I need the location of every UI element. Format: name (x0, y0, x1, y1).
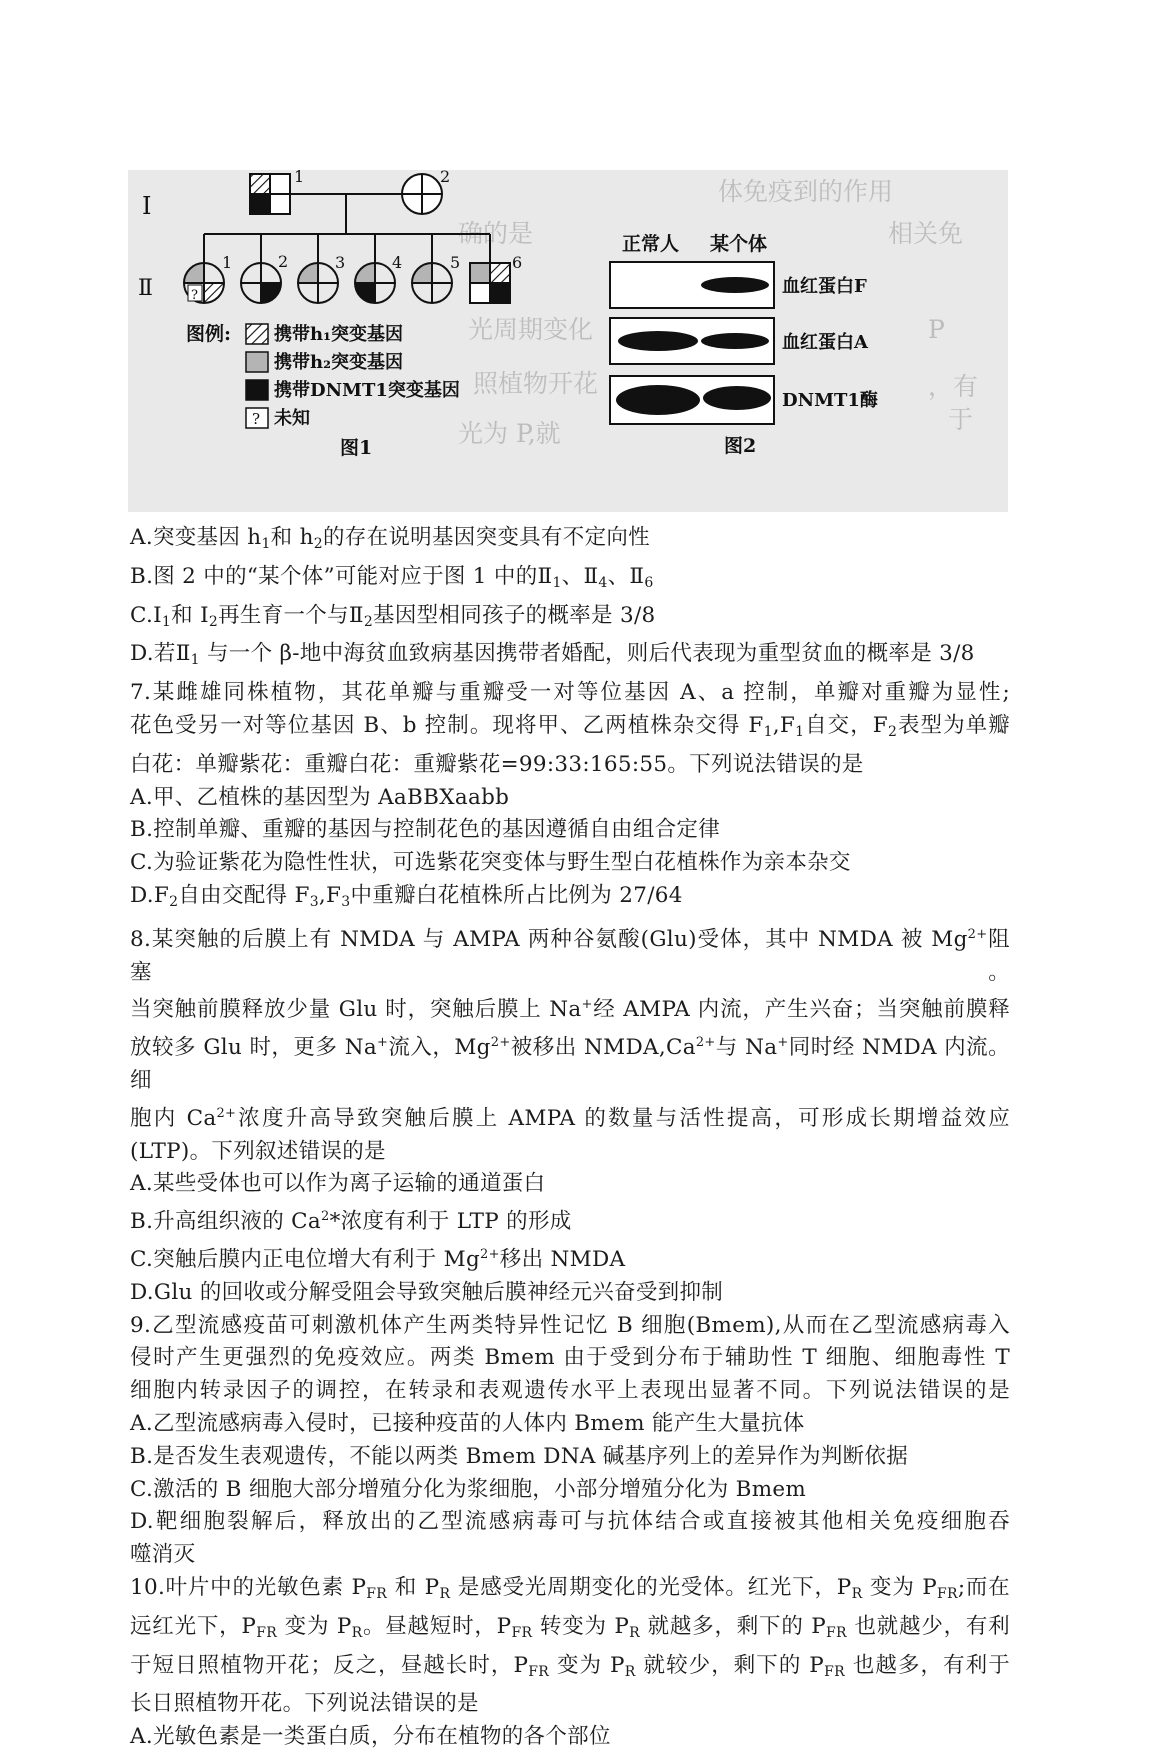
pedigree-number-ii3: 3 (335, 253, 346, 272)
q10-stem-line4: 长日照植物开花。下列说法错误的是 (130, 1691, 479, 1717)
svg-text:相关免: 相关免 (888, 219, 964, 248)
svg-text:确的是: 确的是 (458, 219, 534, 248)
figure-svg (128, 170, 1008, 512)
legend-swatch-h2 (246, 352, 268, 372)
svg-text:光为 P,就: 光为 P,就 (458, 419, 561, 448)
svg-text:光周期变化: 光周期变化 (468, 315, 594, 344)
generation-label-ii: Ⅱ (138, 276, 153, 301)
pedigree-ii3-female (298, 263, 338, 303)
question-text-body (130, 522, 1010, 1754)
pedigree-ii1-female (184, 263, 224, 303)
legend-label-unknown: 未知 (274, 408, 310, 429)
pedigree-i1-male (250, 174, 290, 214)
pedigree-ii2-female (241, 263, 281, 303)
pedigree-lines (204, 194, 490, 263)
legend-swatch-dnmt1 (246, 380, 268, 400)
q9-stem-line1: 9.乙型流感疫苗可刺激机体产生两类特异性记忆 B 细胞(Bmem),从而在乙型流感病毒入 (130, 1312, 1010, 1338)
q9-stem-line2: 侵时产生更强烈的免疫效应。两类 Bmem 由于受到分布于辅助性 T 细胞、细胞毒性 T (130, 1345, 1010, 1371)
svg-text:照植物开花: 照植物开花 (473, 369, 599, 398)
pedigree-number-ii2: 2 (278, 252, 289, 271)
legend-unknown-symbol: ? (252, 410, 261, 428)
q8-option-d: D.Glu 的回收或分解受阻会导致突触后膜神经元兴奋受到抑制 (130, 1279, 724, 1305)
blot-label-hba: 血红蛋白A (782, 332, 868, 353)
q9-stem-line3: 细胞内转录因子的调控，在转录和表观遗传水平上表现出显著不同。下列说法错误的是 (130, 1378, 1010, 1404)
legend-swatch-h1 (246, 324, 268, 344)
pedigree-number-ii6: 6 (512, 253, 523, 272)
blot-label-hbf: 血红蛋白F (782, 276, 867, 297)
figure-panel (128, 170, 1008, 512)
q6-option-a: A.突变基因 $h_1$和 $h_2$的存在说明基因突变具有不定向性 (130, 525, 650, 552)
legend-title: 图例: (186, 323, 232, 345)
fig2-caption: 图2 (724, 435, 757, 457)
q9-option-a: A.乙型流感病毒入侵时，已接种疫苗的人体内 Bmem 能产生大量抗体 (130, 1410, 805, 1436)
pedigree-i2-female (402, 174, 442, 214)
q7-stem-line1: 7.某雌雄同株植物，其花单瓣与重瓣受一对等位基因 A、a 控制，单瓣对重瓣为显性; (130, 680, 1010, 706)
pedigree-number-i2: 2 (440, 170, 451, 186)
q8-stem-line1: 8.某突触的后膜上有 NMDA 与 AMPA 两种谷氨酸(Glu)受体，其中 NMDA 被 $Mg^{2+}$阻塞。 (130, 926, 1010, 985)
q10-option-a: A.光敏色素是一类蛋白质，分布在植物的各个部位 (130, 1724, 611, 1750)
pedigree-number-i1: 1 (294, 170, 305, 186)
q8-stem-line5: (LTP)。下列叙述错误的是 (130, 1138, 386, 1164)
ii1-unknown-mark: ? (191, 288, 198, 303)
q10-stem-line3: 于短日照植物开花；反之，昼越长时，$P_{FR}$ 变为 $P_R$ 就较少，剩下的 $P_{FR}$ 也越多，有利于 (130, 1652, 1010, 1680)
legend-label-h1: 携带h₁突变基因 (274, 324, 403, 345)
svg-text:P: P (928, 315, 945, 344)
q8-stem-line2: 当突触前膜释放少量 Glu 时，突触后膜上 Na+经 AMPA 内流，产生兴奋；当突触前膜释 (130, 997, 1011, 1023)
q7-option-c: C.为验证紫花为隐性性状，可选紫花突变体与野生型白花植株作为亲本杂交 (130, 850, 851, 876)
q7-stem-line3: 白花：单瓣紫花：重瓣白花：重瓣紫花=99:33:165:55。下列说法错误的是 (130, 751, 864, 777)
pedigree-number-ii5: 5 (450, 253, 461, 272)
q7-option-d: $D.F_2$自由交配得 $F_3,F_3$中重瓣白花植株所占比例为 27/64 (130, 882, 683, 910)
pedigree-number-ii1: 1 (222, 253, 233, 272)
legend-label-dnmt1: 携带DNMT1突变基因 (274, 380, 460, 401)
q8-stem-line3: 放较多 Glu 时，更多 Na+流入，$Mg^{2+}$被移出 $NMDA,Ca^{2+}$与 Na+同时经 NMDA 内流。细 (130, 1035, 1010, 1093)
q8-option-c: C.突触后膜内正电位增大有利于 $Mg^{2+}$移出 NMDA (130, 1246, 626, 1272)
q7-stem-line2: 花色受另一对等位基因 B、b 控制。现将甲、乙两植株杂交得 $F_1,F_1$自交，$F_2$表型为单瓣 (130, 712, 1010, 740)
pedigree-ii6-male (470, 263, 510, 303)
q6-option-d: D.若$Ⅱ_1$ 与一个 β-地中海贫血致病基因携带者婚配，则后代表现为重型贫血的概率是 3/8 (130, 641, 975, 669)
legend-label-h2: 携带h₂突变基因 (274, 352, 403, 373)
svg-text:体免疫到的作用: 体免疫到的作用 (718, 177, 894, 206)
q6-option-c: $C.Ⅰ_1$和 $Ⅰ_2$再生育一个与$Ⅱ_2$基因型相同孩子的概率是 3/8 (130, 602, 656, 630)
blot-row-hba (610, 318, 774, 364)
q6-option-b: B.图 2 中的“某个体”可能对应于图 1 中的$Ⅱ_1$、$Ⅱ_4$、$Ⅱ_6$ (130, 563, 654, 591)
q9-option-d-line1: D.靶细胞裂解后，释放出的乙型流感病毒可与抗体结合或直接被其他相关免疫细胞吞 (130, 1509, 1010, 1535)
q7-option-a: A.甲、乙植株的基因型为 AaBBXaabb (130, 784, 510, 810)
blot-row-hbf (610, 262, 774, 308)
svg-text:，有: ，有 (928, 372, 979, 401)
pedigree-ii4-female (355, 263, 395, 303)
q9-option-d-line2: 噬消灭 (130, 1542, 196, 1568)
pedigree-ii5-female (412, 263, 452, 303)
fig2-header-individual: 某个体 (710, 233, 768, 255)
q10-stem-line2: 远红光下，$P_{FR}$ 变为 $P_R$。昼越短时，$P_{FR}$ 转变为 $P_R$ 就越多，剩下的 $P_{FR}$ 也就越少，有利 (130, 1613, 1010, 1641)
q7-option-b: B.控制单瓣、重瓣的基因与控制花色的基因遵循自由组合定律 (130, 817, 721, 843)
q9-option-b: B.是否发生表观遗传，不能以两类 Bmem DNA 碱基序列上的差异作为判断依据 (130, 1443, 909, 1469)
svg-text:于: 于 (948, 405, 974, 434)
q8-option-b: B.升高组织液的 Ca$^2$*浓度有利于 LTP 的形成 (130, 1209, 572, 1235)
pedigree-number-ii4: 4 (392, 253, 403, 272)
q9-option-c: C.激活的 B 细胞大部分增殖分化为浆细胞，小部分增殖分化为 Bmem (130, 1476, 807, 1502)
q8-stem-line4: 胞内 $Ca^{2+}$浓度升高导致突触后膜上 AMPA 的数量与活性提高，可形成长期增益效应 (130, 1105, 1010, 1131)
q8-option-a: A.某些受体也可以作为离子运输的通道蛋白 (130, 1171, 546, 1197)
blot-label-dnmt1: DNMT1酶 (782, 390, 878, 411)
fig2-header-normal: 正常人 (622, 233, 680, 255)
q10-stem-line1: 10.叶片中的光敏色素 $P_{FR}$ 和 $P_R$ 是感受光周期变化的光受体。红光下，$P_R$ 变为 $P_{FR}$;而在 (130, 1574, 1010, 1602)
fig1-caption: 图1 (340, 437, 373, 459)
generation-label-i: I (142, 192, 152, 220)
blot-row-dnmt1 (610, 376, 774, 424)
